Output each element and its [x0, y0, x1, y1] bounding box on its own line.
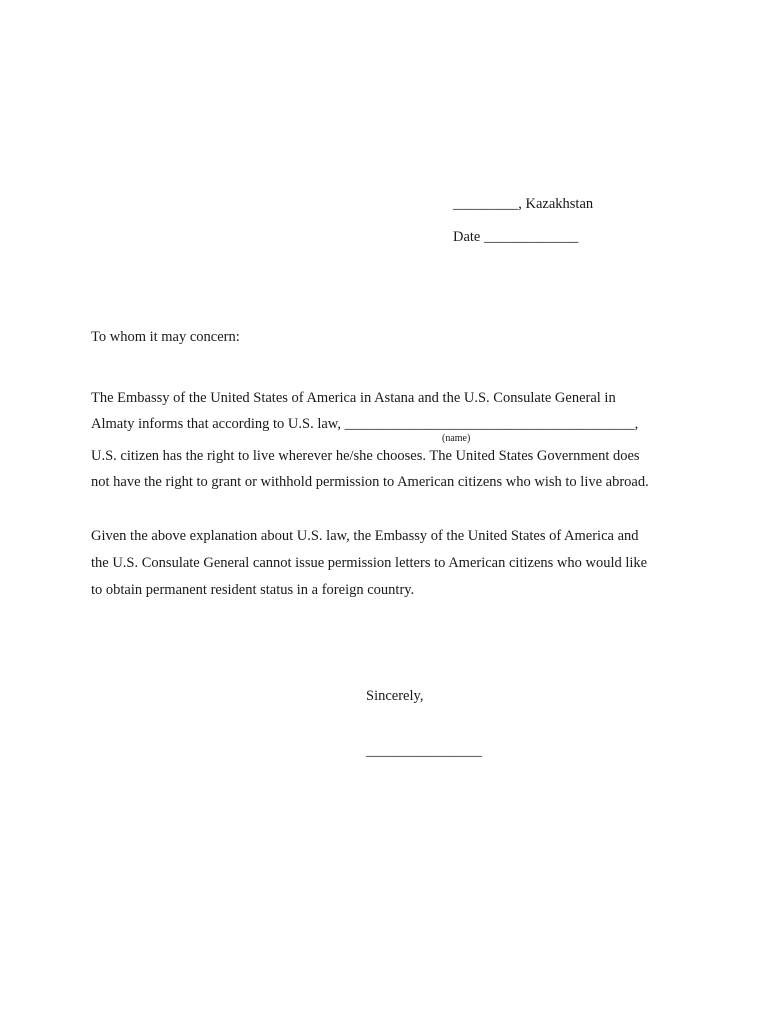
paragraph1-line4: not have the right to grant or withhold permission to American citizens who wish to live abroad.	[91, 474, 649, 490]
paragraph1-line3: U.S. citizen has the right to live wherever he/she chooses. The United States Government does	[91, 448, 640, 464]
closing-sincerely: Sincerely,	[366, 688, 424, 704]
location-line: _________, Kazakhstan	[453, 196, 594, 212]
paragraph1-line2: Almaty informs that according to U.S. law, ________________________________________,	[91, 416, 639, 432]
paragraph2-line3: to obtain permanent resident status in a foreign country.	[91, 582, 415, 598]
salutation: To whom it may concern:	[91, 329, 240, 345]
paragraph2-line1: Given the above explanation about U.S. law, the Embassy of the United States of America and	[91, 528, 639, 544]
paragraph1-line1: The Embassy of the United States of America in Astana and the U.S. Consulate General in	[91, 390, 616, 406]
signature-line: ________________	[366, 743, 482, 759]
paragraph2-line2: the U.S. Consulate General cannot issue permission letters to American citizens who would like	[91, 555, 648, 571]
name-caption: (name)	[442, 433, 471, 444]
date-line: Date _____________	[453, 229, 579, 245]
